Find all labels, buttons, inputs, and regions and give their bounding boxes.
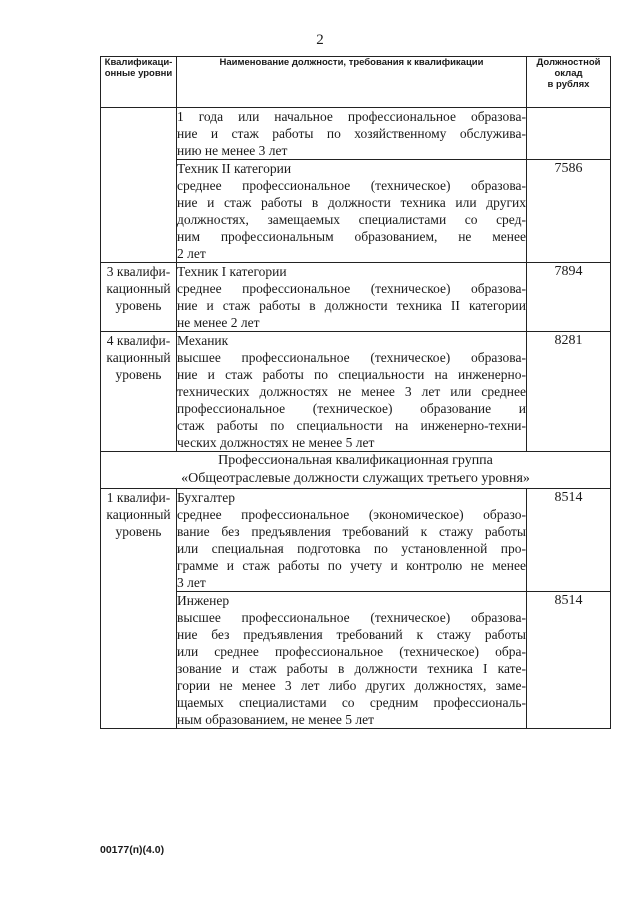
qualification-level [101, 592, 177, 729]
salary-value [527, 108, 611, 160]
description-line: ние и стаж работы по специальности на инженерно- [177, 367, 526, 382]
description-line: Техник I категории [177, 264, 287, 279]
qualification-level [101, 489, 177, 592]
description-line: не менее 2 лет [177, 315, 260, 330]
salary-value: 7586 [527, 160, 611, 263]
level-line: кационный [106, 281, 171, 296]
description-line: высшее профессиональное (техническое) образова- [177, 610, 526, 625]
description-line: Бухгалтер [177, 490, 235, 505]
description-line: высшее профессиональное (техническое) образова- [177, 350, 526, 365]
salary-value: 8514 [527, 592, 611, 729]
description-line: 2 лет [177, 246, 206, 261]
document-code: 00177(п)(4.0) [100, 844, 165, 856]
description-line: стаж работы по специальности на инженерно-техни- [177, 418, 526, 433]
position-description [177, 160, 527, 263]
group-title-line-1: Профессиональная квалификационная группа [218, 453, 493, 468]
group-title-row [101, 452, 611, 489]
position-description [177, 108, 527, 160]
description-line: или специальная подготовка по установленной про- [177, 541, 526, 556]
description-line: зование и стаж работы в должности техника I кате- [177, 661, 526, 676]
level-line: 4 квалифи- [106, 333, 171, 348]
description-line: ние и стаж работы в должности техника или других [177, 195, 526, 210]
description-line: ние и стаж работы по хозяйственному обслужива- [177, 126, 526, 141]
table-row [101, 332, 611, 452]
description-line: 1 года или начальное профессиональное образова- [177, 109, 526, 124]
table-row [101, 489, 611, 592]
position-description [177, 489, 527, 592]
description-line: ние и стаж работы в должности техника II категории [177, 298, 526, 313]
level-line: кационный [106, 507, 171, 522]
position-description [177, 592, 527, 729]
position-description [177, 263, 527, 332]
qualification-level [101, 332, 177, 452]
description-line: ним профессиональным образованием, не менее [177, 229, 526, 244]
description-line: Механик [177, 333, 229, 348]
level-line: уровень [115, 367, 162, 382]
description-line: или среднее профессиональное (техническое) обра- [177, 644, 526, 659]
qualification-level [101, 263, 177, 332]
description-line: грамме и стаж работы по учету и контролю не менее [177, 558, 526, 573]
position-description [177, 332, 527, 452]
description-line: профессиональное (техническое) образование и [177, 401, 526, 416]
description-line: нию не менее 3 лет [177, 143, 288, 158]
description-line: технических должностях не менее 3 лет или среднее [177, 384, 526, 399]
description-line: среднее профессиональное (техническое) образова- [177, 178, 526, 193]
description-line: должностях, замещаемых специалистами со сред- [177, 212, 526, 227]
description-line: среднее профессиональное (техническое) образова- [177, 281, 526, 296]
qualification-table [100, 56, 611, 729]
description-line: 3 лет [177, 575, 206, 590]
level-line: уровень [115, 524, 162, 539]
description-line: гории не менее 3 лет либо других должностях, заме- [177, 678, 526, 693]
level-line: уровень [115, 298, 162, 313]
table-row [101, 108, 611, 160]
description-line: вание без предъявления требований к стажу работы [177, 524, 526, 539]
qualification-level [101, 160, 177, 263]
salary-value: 8514 [527, 489, 611, 592]
description-line: ческих должностях не менее 5 лет [177, 435, 375, 450]
page-number: 2 [316, 32, 324, 48]
description-line: щаемых специалистами со средним профессиональ- [177, 695, 526, 710]
table-row [101, 160, 611, 263]
level-line: кационный [106, 350, 171, 365]
description-line: ным образованием, не менее 5 лет [177, 712, 374, 727]
table-row [101, 592, 611, 729]
professional-group-title [101, 452, 611, 489]
level-line: 1 квалифи- [106, 490, 171, 505]
description-line: ние без предъявления требований к стажу работы [177, 627, 526, 642]
level-line: 3 квалифи- [106, 264, 171, 279]
qualification-level [101, 108, 177, 160]
salary-value: 7894 [527, 263, 611, 332]
header-position-name: Наименование должности, требования к квалификации [177, 57, 527, 108]
header-salary: Должностной оклад в рублях [527, 57, 611, 108]
table-header-row [101, 57, 611, 108]
header-qualification-levels: Квалификаци- онные уровни [101, 57, 177, 108]
description-line: Техник II категории [177, 161, 292, 176]
salary-value: 8281 [527, 332, 611, 452]
description-line: среднее профессиональное (экономическое) образо- [177, 507, 526, 522]
group-title-line-2: «Общеотраслевые должности служащих третьего уровня» [181, 471, 530, 486]
description-line: Инженер [177, 593, 230, 608]
table-row [101, 263, 611, 332]
